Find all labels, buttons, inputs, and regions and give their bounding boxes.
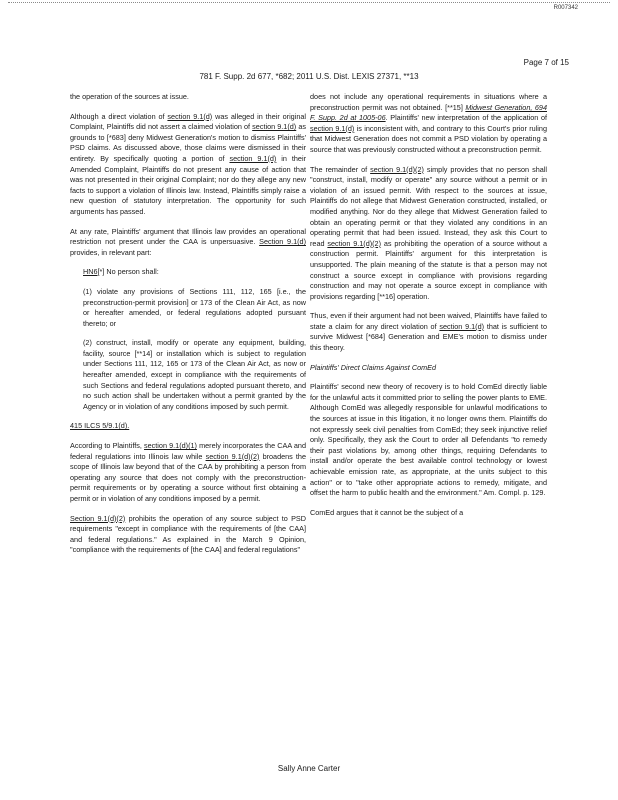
text-run: [*] No person shall: <box>97 267 159 277</box>
text-run: as grounds to [*683] deny Midwest Generation's motion to dismiss Plaintiffs' PSD claims. As discussed above, those claims were dismissed in their entirety. By specifically quoting a portion of <box>70 122 306 163</box>
paragraph <box>70 441 306 505</box>
text-run: as prohibiting the operation of a source without a construction permit. Plaintiffs' argument for this interpretation is unsupported. The plain meaning of the statute is that a person may not construct a source except in compliance with provisions regarding construction and may not operate a source except in compliance with provisions regarding [**16] operation. <box>310 238 547 301</box>
text-run: simply provides that no person shall "construct, install, modify or operate" any source without a permit or in violation of an issued permit. With respect to the sources at issue, Plaintiffs do not allege that Midwest Generation constructed, installed, or modified anything. Nor do they allege that Midwest Generation failed to obtain an operating permit or that they violated any conditions in an operating permit that had been issued. Instead, they ask this Court to read <box>310 164 547 248</box>
paragraph <box>70 112 306 218</box>
paragraph <box>310 311 547 353</box>
text-run: Although a direct violation of <box>70 111 168 121</box>
citation-link[interactable]: section 9.1(d)(1) <box>144 441 197 451</box>
paragraph: the operation of the sources at issue. <box>70 92 189 101</box>
text-run: in their Amended Complaint, Plaintiffs do not present any cause of action that was not presented in their original Complaint; nor do they allege any new facts to support a violation of Illinois law. Instead, Plaintiffs simply raise a new question of statutory interpretation. The opportunity for such arguments has passed. <box>70 153 306 216</box>
section-heading: Plaintiffs' Direct Claims Against ComEd <box>310 362 437 372</box>
citation-link[interactable]: section 9.1(d) <box>229 153 277 163</box>
citation-link[interactable]: section 9.1(d) <box>439 321 485 331</box>
right-column <box>310 92 547 527</box>
citation-link[interactable]: section 9.1(d) <box>252 122 297 132</box>
statute-quote-heading <box>83 267 306 278</box>
text-run: that is sufficient to survive Midwest [*684] Generation and EME's motion to dismiss under this theory. <box>310 321 547 353</box>
document-id: R007342 <box>553 5 578 11</box>
text-run: was alleged in their original Complaint, Plaintiffs did not assert a claimed violation of <box>70 111 306 132</box>
citation-link[interactable]: section 9.1(d)(2) <box>370 164 424 174</box>
citation-link[interactable]: section 9.1(d) <box>167 111 213 121</box>
footer-name: Sally Anne Carter <box>277 764 341 773</box>
text-run: is inconsistent with, and contrary to this Court's prior ruling that Midwest Generation does not commit a PSD violation by operating a source that was previously constructed without a preconstruction permit. <box>310 123 547 154</box>
citation-link[interactable]: HN6 <box>83 267 98 277</box>
case-citation: 781 F. Supp. 2d 677, *682; 2011 U.S. Dist. LEXIS 27371, **13 <box>199 72 419 81</box>
citation-link[interactable]: Section 9.1(d)(2) <box>70 513 126 523</box>
paragraph <box>70 227 306 259</box>
left-column <box>70 92 306 565</box>
citation-link[interactable]: section 9.1(d)(2) <box>205 451 260 461</box>
text-run: At any rate, Plaintiffs' argument that Illinois law provides an operational restriction not present under the CAA is unpersuasive. <box>70 226 306 247</box>
statute-citation: 415 ILCS 5/9.1(d). <box>70 421 130 431</box>
text-run: Thus, even if their argument had not been waived, Plaintiffs have failed to state a claim for any direct violation of <box>310 311 547 331</box>
page-number: Page 7 of 15 <box>523 58 569 67</box>
citation-link[interactable]: section 9.1(d)(2) <box>327 238 382 248</box>
paragraph: Plaintiffs' second new theory of recovery is to hold ComEd directly liable for the unlawful acts it committed prior to selling the power plants to EME. Although ComEd was allegedly responsible for unlawful modifications to the sources at issue in this litigation, it no longer owns them. Plaintiffs do not expressly seek civil penalties from ComEd; they seek injunctive relief only. Specifically, they ask the Court to order all Defendants "to remedy their past violations by, among other things, requiring Defendants to install and/or operate the best available control technology or lowest achievable emission rate, as appropriate, at the units subject to this action" or to "take other appropriate actions to remedy, mitigate, and offset the harm to public health and the environment." Am. Compl. p. 129. <box>310 382 547 498</box>
statute-quote-clause-1: (1) violate any provisions of Sections 111, 112, 165 [i.e., the preconstruction-permit provision] or 173 of the Clean Air Act, as now or hereafter amended, or federal regulations adopted pursuant thereto; or <box>83 286 306 328</box>
citation-link[interactable]: Midwest Generation, 694 F. Supp. 2d at 1005-06 <box>310 102 547 123</box>
paragraph <box>70 514 306 556</box>
text-run: broadens the scope of Illinois law beyond that of the CAA by prohibiting a person from operating any source that does not comply with the preconstruction-permit requirements or by operating a source without first obtaining a permit or in violation of any conditions imposed by a permit. <box>70 451 306 503</box>
text-run: prohibits the operation of any source subject to PSD requirements "except in compliance with the requirements of [the CAA] and federal regulations." As explained in the March 9 Opinion, "compliance with the requirements of [the CAA] and federal regulations" <box>70 513 307 555</box>
paragraph: ComEd argues that it cannot be the subject of a <box>310 507 464 517</box>
text-run: The remainder of <box>310 164 371 174</box>
statute-quote-clause-2: (2) construct, install, modify or operate any equipment, building, facility, source [**14] or installation which is subject to regulation under Sections 111, 112, 165 or 173 of the Clean Air Act, as now or hereafter amended, except in compliance with the requirements of such Sections and federal regulations adopted pursuant thereto, and no such action shall be undertaken without a permit granted by the Agency or in violation of any conditions imposed by such permit. <box>83 338 306 411</box>
top-dotted-rule <box>8 2 610 3</box>
text-run: . Plaintiffs' new interpretation of the application of <box>385 113 547 123</box>
paragraph <box>310 165 547 303</box>
text-run: provides, in relevant part: <box>70 247 152 257</box>
text-run: According to Plaintiffs, <box>70 441 145 451</box>
text-run: does not include any operational requirements in situations where a preconstruction permit was not obtained. [**15] <box>310 92 547 112</box>
citation-link[interactable]: Section 9.1(d) <box>259 237 306 247</box>
paragraph <box>310 92 547 156</box>
text-run: merely incorporates the CAA and federal regulations into Illinois law while <box>70 441 306 461</box>
citation-link[interactable]: section 9.1(d) <box>310 123 355 133</box>
